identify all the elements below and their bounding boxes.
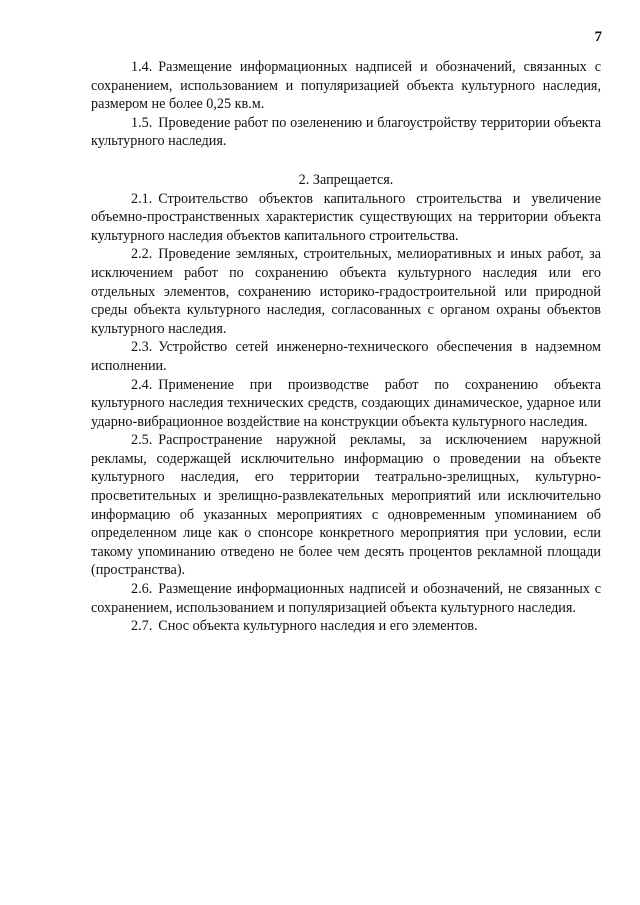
clause-2-7 bbox=[91, 617, 601, 636]
clause-text: Размещение информационных надписей и обозначений, связанных с сохранением, использованием и популяризацией объекта культурного наследия, размером не более 0,25 кв.м. bbox=[91, 59, 601, 113]
document-body bbox=[91, 58, 601, 636]
clause-number: 1.5. bbox=[131, 114, 153, 131]
clause-1-5 bbox=[91, 114, 601, 151]
clause-2-1 bbox=[91, 190, 601, 246]
clause-text: Строительство объектов капитального строительства и увеличение объемно-пространственных характеристик существующих на территории объекта культурного наследия объектов капитального строительства. bbox=[91, 190, 601, 244]
clause-number: 2.3. bbox=[131, 339, 153, 356]
clause-number: 2.5. bbox=[131, 432, 153, 449]
clause-text: Снос объекта культурного наследия и его элементов. bbox=[158, 618, 478, 635]
clause-text: Проведение земляных, строительных, мелиоративных и иных работ, за исключением работ по сохранению объекта культурного наследия или его отдельных элементов, сохранению историко-градостроительной или природной среды объекта культурного наследия, согласованных с органом охраны объектов культурного наследия. bbox=[91, 246, 601, 337]
clause-text: Устройство сетей инженерно-технического обеспечения в надземном исполнении. bbox=[91, 339, 601, 374]
clause-text: Распространение наружной рекламы, за исключением наружной рекламы, содержащей исключительно информацию о проведении на объекте культурного наследия, его территории театрально-зрелищных, культурно-просветительных и зрелищно-развлекательных мероприятий или исключительно информацию об указанных мероприятиях с одновременным упоминанием об определенном лице как о спонсоре конкретного мероприятия при условии, если такому упоминанию отведено не более чем десять процентов рекламной площади (пространства). bbox=[91, 432, 601, 579]
page-number: 7 bbox=[594, 29, 602, 45]
section-2-heading: 2. Запрещается. bbox=[298, 171, 394, 188]
clause-2-4 bbox=[91, 376, 601, 432]
clause-number: 1.4. bbox=[131, 59, 153, 75]
clause-number: 2.1. bbox=[131, 190, 153, 207]
clause-text: Размещение информационных надписей и обозначений, не связанных с сохранением, использованием и популяризацией объекта культурного наследия. bbox=[91, 581, 601, 616]
clause-text: Применение при производстве работ по сохранению объекта культурного наследия технических средств, создающих динамическое, ударное или ударно-вибрационное воздействие на конструкции объекта культурного наследия. bbox=[91, 376, 601, 430]
clause-1-4 bbox=[91, 58, 601, 114]
clause-2-6 bbox=[91, 580, 601, 617]
clause-number: 2.2. bbox=[131, 246, 153, 263]
clause-text: Проведение работ по озеленению и благоустройству территории объекта культурного наследия. bbox=[91, 114, 601, 150]
clause-number: 2.4. bbox=[131, 376, 153, 393]
clause-number: 2.7. bbox=[131, 618, 153, 635]
section-gap bbox=[91, 151, 601, 163]
clause-2-2 bbox=[91, 245, 601, 338]
clause-2-5 bbox=[91, 431, 601, 580]
clause-number: 2.6. bbox=[131, 581, 153, 598]
clause-2-3 bbox=[91, 338, 601, 375]
